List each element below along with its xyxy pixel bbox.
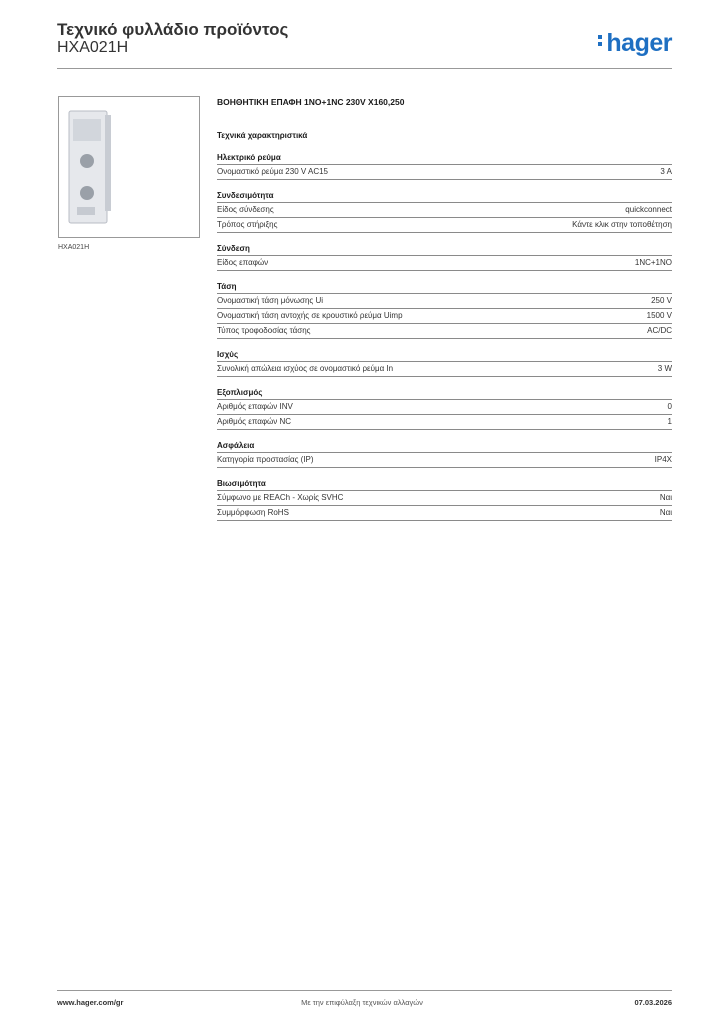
spec-value: quickconnect bbox=[625, 205, 672, 214]
logo-dots-icon bbox=[598, 32, 604, 49]
section-heading: Ασφάλεια bbox=[217, 441, 672, 453]
header-divider bbox=[57, 68, 672, 69]
specifications-heading: Τεχνικά χαρακτηριστικά bbox=[217, 131, 308, 140]
specifications bbox=[217, 97, 672, 532]
spec-row bbox=[217, 309, 672, 324]
footer-url[interactable]: www.hager.com/gr bbox=[57, 998, 124, 1007]
spec-row bbox=[217, 165, 672, 180]
spec-value: 1500 V bbox=[646, 311, 672, 320]
spec-row bbox=[217, 256, 672, 271]
spec-row bbox=[217, 453, 672, 468]
spec-sections bbox=[217, 153, 672, 521]
spec-value: IP4X bbox=[654, 455, 672, 464]
spec-label: Ονομαστικό ρεύμα 230 V AC15 bbox=[217, 167, 329, 176]
spec-label: Ονομαστική τάση αντοχής σε κρουστικό ρεύμα Uimp bbox=[217, 311, 403, 320]
logo-text: hager bbox=[606, 29, 672, 57]
section-heading: Σύνδεση bbox=[217, 244, 672, 256]
spec-section bbox=[217, 244, 672, 271]
product-image-caption: HXA021H bbox=[58, 244, 90, 251]
spec-row bbox=[217, 491, 672, 506]
spec-label: Ονομαστική τάση μόνωσης Ui bbox=[217, 296, 324, 305]
spec-row bbox=[217, 218, 672, 233]
spec-value: 3 A bbox=[660, 167, 672, 176]
spec-value: 3 W bbox=[657, 364, 672, 373]
spec-row bbox=[217, 294, 672, 309]
footer-divider bbox=[57, 990, 672, 991]
spec-value: Ναι bbox=[659, 493, 672, 502]
spec-section bbox=[217, 282, 672, 339]
spec-label: Κατηγορία προστασίας (IP) bbox=[217, 455, 314, 464]
spec-label: Τρόπος στήριξης bbox=[217, 220, 278, 229]
spec-label: Είδος επαφών bbox=[217, 258, 269, 267]
spec-section bbox=[217, 191, 672, 233]
spec-row bbox=[217, 506, 672, 521]
spec-label: Σύμφωνο με REACh - Χωρίς SVHC bbox=[217, 493, 344, 502]
auxiliary-contact-icon bbox=[59, 97, 199, 237]
spec-value: 1 bbox=[667, 417, 672, 426]
spec-row bbox=[217, 400, 672, 415]
spec-section bbox=[217, 350, 672, 377]
spec-label: Είδος σύνδεσης bbox=[217, 205, 274, 214]
spec-value: Ναι bbox=[659, 508, 672, 517]
spec-label: Συνολική απώλεια ισχύος σε ονομαστικό ρεύμα In bbox=[217, 364, 394, 373]
footer-note: Με την επιφύλαξη τεχνικών αλλαγών bbox=[301, 998, 423, 1007]
product-description: ΒΟΗΘΗΤΙΚΗ ΕΠΑΦΗ 1NO+1NC 230V X160,250 bbox=[217, 97, 405, 107]
footer-date: 07.03.2026 bbox=[634, 998, 672, 1007]
spec-section bbox=[217, 388, 672, 430]
spec-row bbox=[217, 203, 672, 218]
product-image bbox=[58, 96, 200, 238]
section-heading: Ισχύς bbox=[217, 350, 672, 362]
spec-value: 250 V bbox=[651, 296, 672, 305]
spec-value: 1NC+1NO bbox=[634, 258, 672, 267]
spec-value: AC/DC bbox=[647, 326, 672, 335]
product-code: HXA021H bbox=[57, 39, 129, 56]
spec-value: 0 bbox=[667, 402, 672, 411]
spec-label: Τύπος τροφοδοσίας τάσης bbox=[217, 326, 311, 335]
section-heading: Βιωσιμότητα bbox=[217, 479, 672, 491]
page-title: Τεχνικό φυλλάδιο προϊόντος bbox=[57, 20, 289, 39]
section-heading: Τάση bbox=[217, 282, 672, 294]
spec-label: Αριθμός επαφών NC bbox=[217, 417, 292, 426]
section-heading: Συνδεσιμότητα bbox=[217, 191, 672, 203]
spec-row bbox=[217, 415, 672, 430]
spec-section bbox=[217, 441, 672, 468]
spec-label: Αριθμός επαφών INV bbox=[217, 402, 293, 411]
section-heading: Εξοπλισμός bbox=[217, 388, 672, 400]
spec-label: Συμμόρφωση RoHS bbox=[217, 508, 289, 517]
hager-logo[interactable] bbox=[598, 29, 672, 58]
spec-row bbox=[217, 362, 672, 377]
spec-section bbox=[217, 153, 672, 180]
spec-value: Κάντε κλικ στην τοποθέτηση bbox=[572, 220, 672, 229]
spec-section bbox=[217, 479, 672, 521]
section-heading: Ηλεκτρικό ρεύμα bbox=[217, 153, 672, 165]
spec-row bbox=[217, 324, 672, 339]
